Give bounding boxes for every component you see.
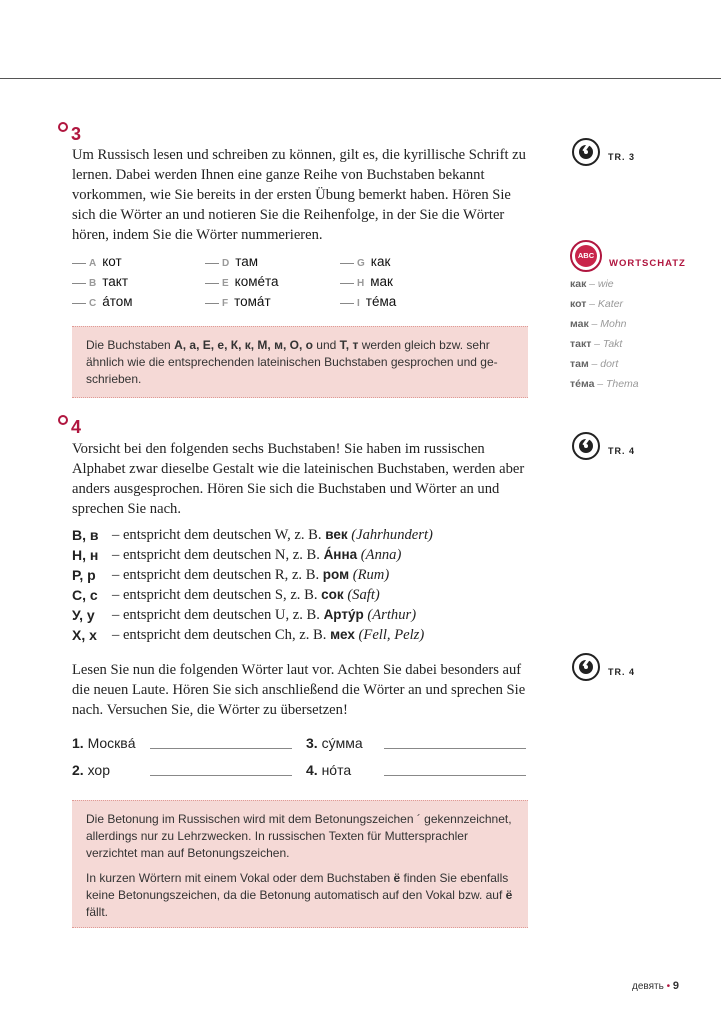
word-item[interactable]: E комéта xyxy=(205,274,279,289)
exercise-4-instructions: Vorsicht bei den folgenden sechs Buchstaben! Sie haben im russischen Alphabet zwar dieselbe Gestalt wie die lateinischen Buchstaben, werden aber anders ausgesprochen. Hören Sie sich die Buchstaben und Wörter an und sprechen Sie nach. xyxy=(72,441,525,517)
info-stress-paragraph-2: In kurzen Wörtern mit einem Vokal oder dem Buchstaben ё finden Sie ebenfalls keine Betonungszeichen, da die Betonung automatisch auf den Vokal bzw. auf ё fällt. xyxy=(86,871,513,919)
answer-line[interactable] xyxy=(150,748,292,749)
letter-row: У, у – entspricht dem deutschen U, z. B. Артýр (Arthur) xyxy=(72,607,417,623)
answer-line[interactable] xyxy=(384,748,526,749)
page-number-word: девять xyxy=(631,981,664,992)
wortschatz-label: WORTSCHATZ xyxy=(609,258,686,269)
page-number: 9 xyxy=(672,980,679,992)
translate-item: 2. хор xyxy=(72,762,110,778)
translate-item: 4. нóта xyxy=(306,762,352,778)
vocab-item: там – dort xyxy=(570,358,619,370)
letter-row: В, в – entspricht dem deutschen W, z. B. век (Jahrhundert) xyxy=(72,527,433,543)
vocab-list xyxy=(570,274,639,394)
exercise-marker-icon xyxy=(58,122,68,132)
translate-item: 3. сýмма xyxy=(306,735,363,751)
vocab-item: мак – Mohn xyxy=(570,318,627,330)
vocab-item: как – wie xyxy=(570,278,614,290)
letter-row: С, с – entspricht dem deutschen S, z. B. сок (Saft) xyxy=(72,587,380,603)
exercise-3-instructions: Um Russisch lesen und schreiben zu können, gilt es, die kyrillische Schrift zu lernen. Dabei werden Ihnen eine ganze Reihe von Buchstaben bekannt vorkommen, wie Sie bereits in der ersten Übung bemerkt haben. Hören Sie sich die Wörter an und notieren Sie die Reihenfolge, in der Sie die Wörter hören, indem Sie die Wörter nummerieren. xyxy=(72,147,526,243)
word-item[interactable]: D там xyxy=(205,254,258,269)
answer-line[interactable] xyxy=(384,775,526,776)
word-item[interactable]: G как xyxy=(340,254,390,269)
word-item[interactable]: B такт xyxy=(72,274,128,289)
exercise-4-number: 4 xyxy=(71,417,82,437)
word-item[interactable]: A кот xyxy=(72,254,122,269)
audio-cd-icon[interactable] xyxy=(572,138,600,166)
track-label: TR. 4 xyxy=(608,667,636,677)
exercise-marker-icon xyxy=(58,415,68,425)
vocab-item: кот – Kater xyxy=(570,298,624,310)
track-label: TR. 4 xyxy=(608,446,636,456)
translate-item: 1. Москвá xyxy=(72,735,136,751)
info-box-letters: Die Buchstaben А, а, Е, е, К, к, М, м, О, о und Т, т werden gleich bzw. sehr ähnlich wie die entsprechenden lateinischen Buchstaben gesprochen und geschrieben. xyxy=(72,326,528,398)
letter-row: Р, р – entspricht dem deutschen R, z. B. ром (Rum) xyxy=(72,567,390,583)
word-item[interactable]: H мак xyxy=(340,274,393,289)
audio-cd-icon[interactable] xyxy=(572,432,600,460)
exercise-4-reading-instructions: Lesen Sie nun die folgenden Wörter laut vor. Achten Sie dabei besonders auf die neuen Laute. Hören Sie sich anschließend die Wörter an und sprechen Sie nach. Versuchen Sie, die Wörter zu übersetzen! xyxy=(72,662,526,718)
wortschatz-abc-icon: ABC xyxy=(570,240,602,272)
letter-row: Н, н – entspricht dem deutschen N, z. B. Áнна (Anna) xyxy=(72,547,402,563)
word-item[interactable]: C áтом xyxy=(72,294,133,309)
exercise-3-number: 3 xyxy=(71,124,82,144)
page-footer: девять • 9 xyxy=(631,980,679,992)
info-box-stress xyxy=(72,800,528,928)
vocab-item: тéма – Thema xyxy=(570,378,639,390)
vocab-item: такт – Takt xyxy=(570,338,623,350)
letter-table xyxy=(72,527,532,647)
info-stress-paragraph-1: Die Betonung im Russischen wird mit dem Betonungszeichen ´ gekennzeichnet, allerdings nur zu Lehrzwecken. In russischen Texten für Muttersprachler verzichtet man auf Betonungszeichen. xyxy=(86,812,512,860)
top-rule xyxy=(0,78,721,79)
answer-line[interactable] xyxy=(150,775,292,776)
word-item[interactable]: F томáт xyxy=(205,294,271,309)
audio-cd-icon[interactable] xyxy=(572,653,600,681)
exercise-3-word-grid xyxy=(72,254,432,314)
track-label: TR. 3 xyxy=(608,152,636,162)
letter-row: Х, х – entspricht dem deutschen Ch, z. B. мех (Fell, Pelz) xyxy=(72,627,425,643)
word-item[interactable]: I тéма xyxy=(340,294,396,309)
